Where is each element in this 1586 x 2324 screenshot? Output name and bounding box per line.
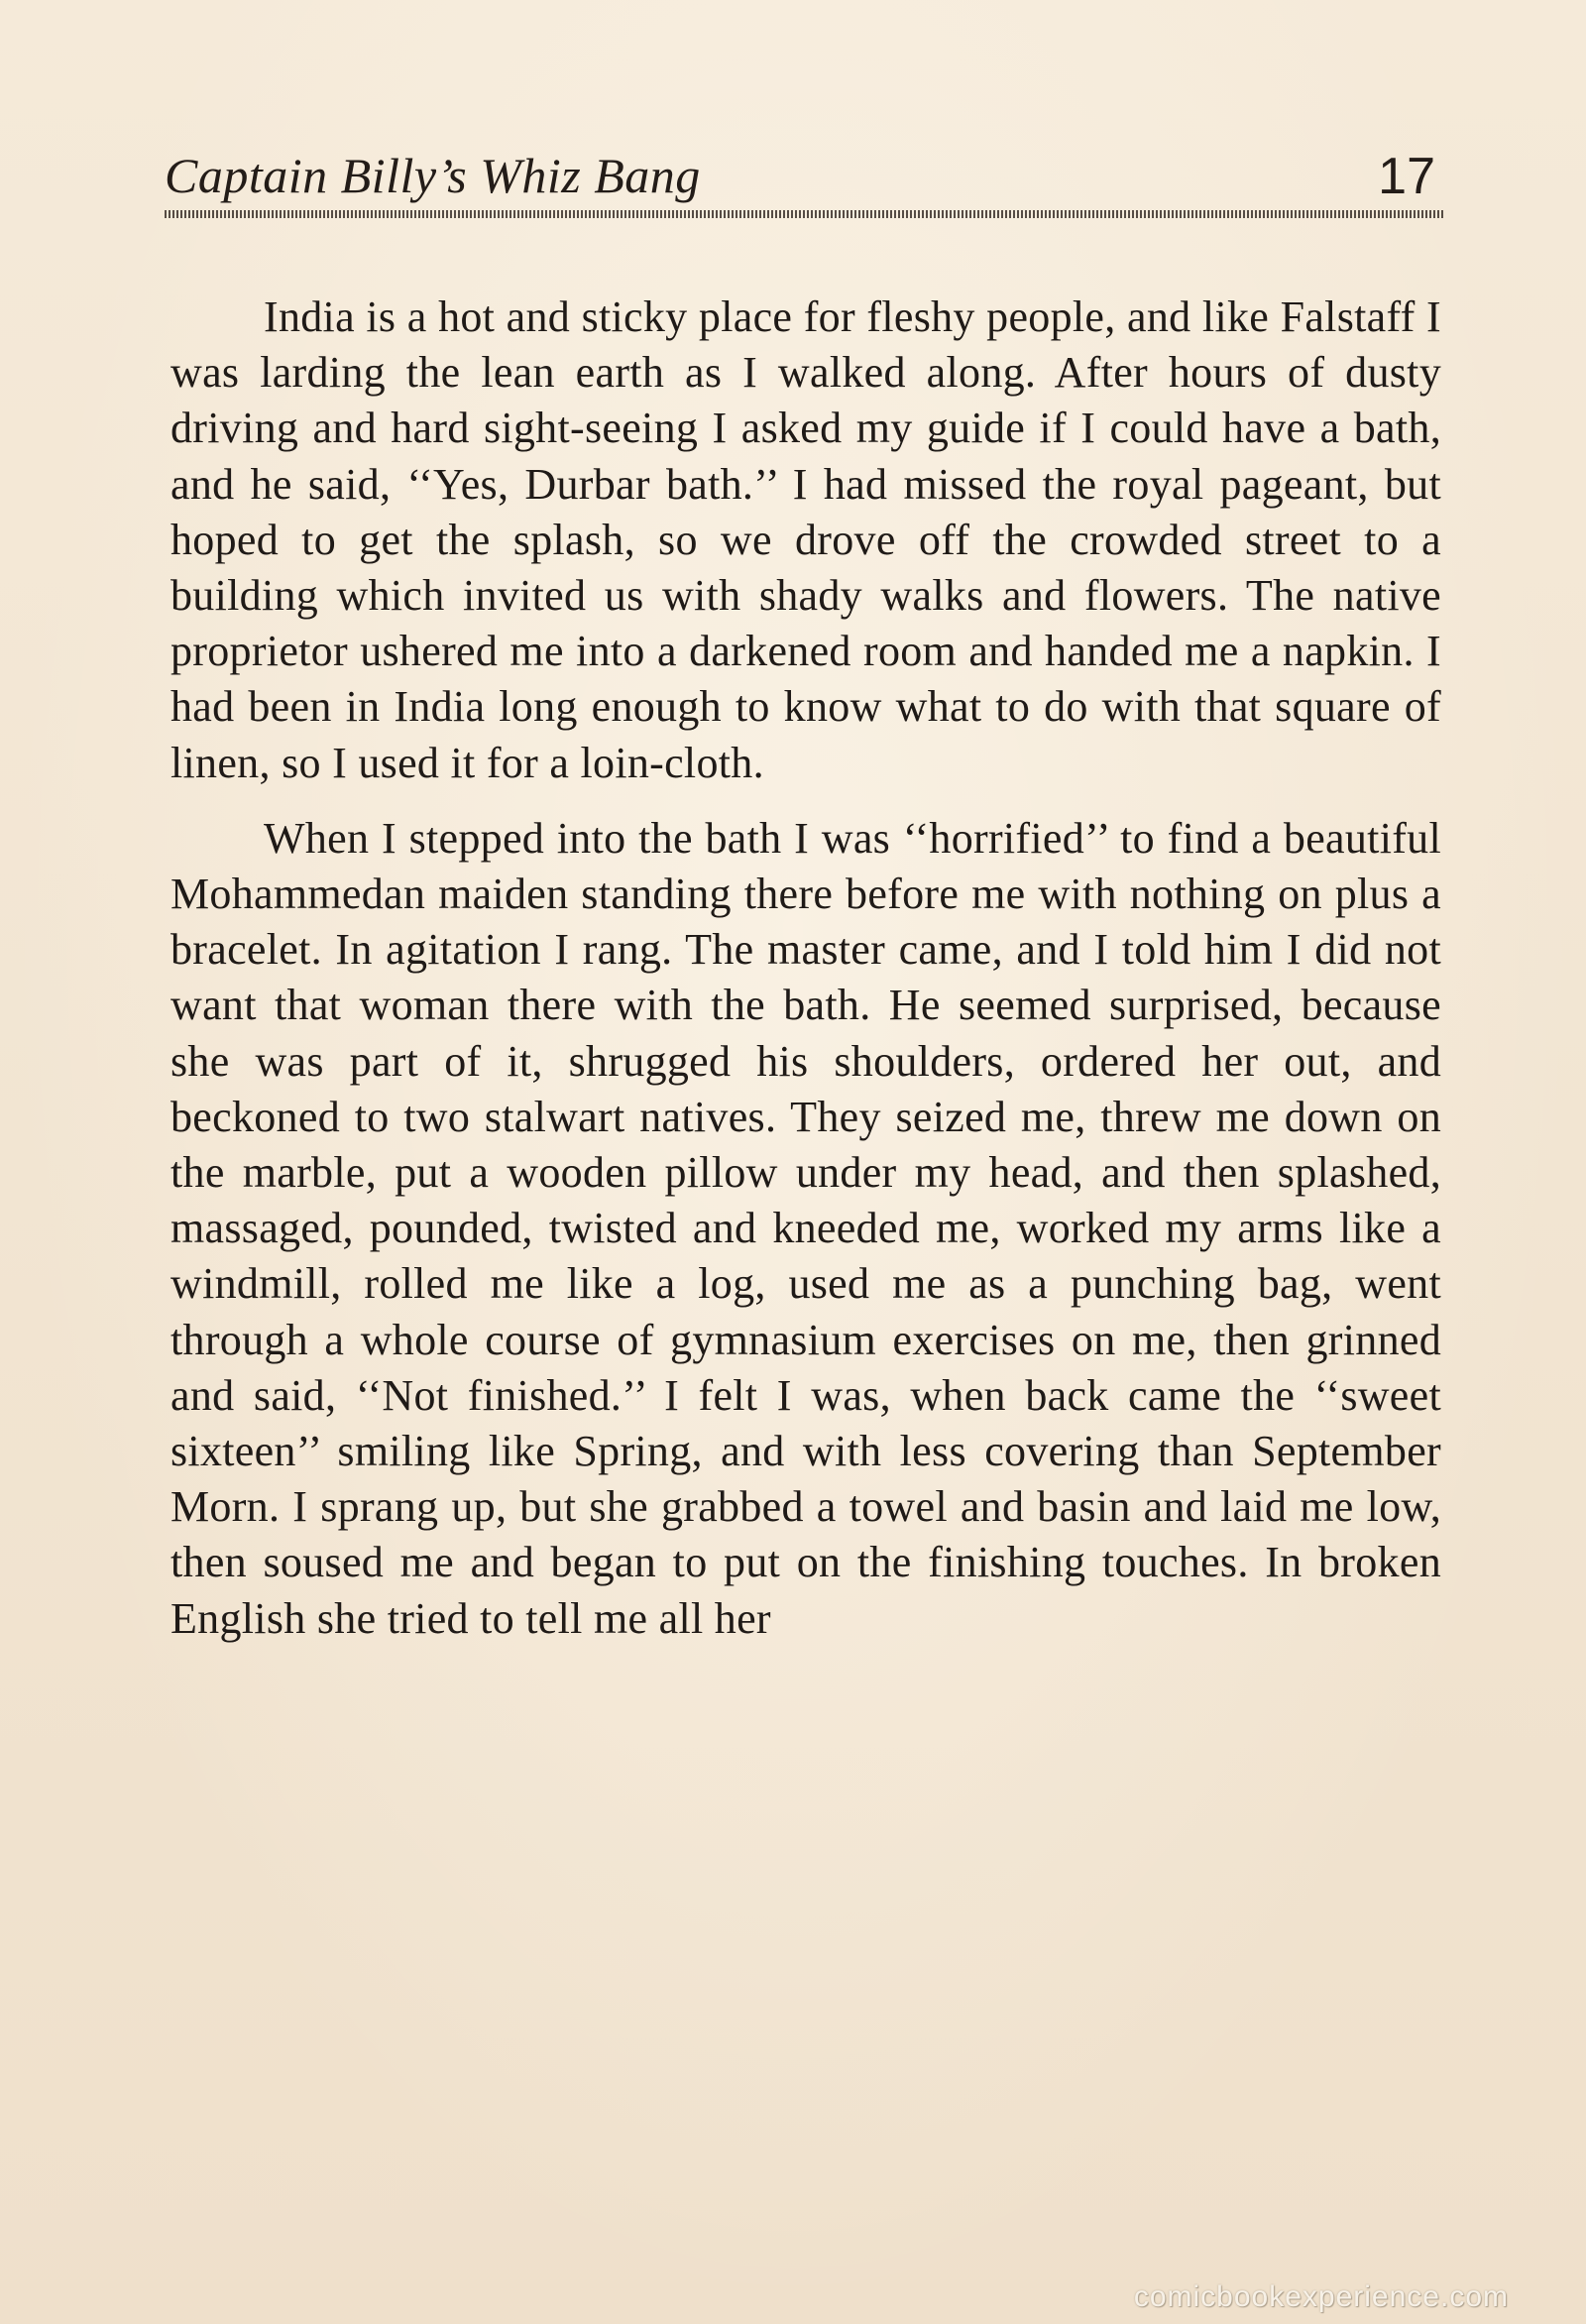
header-rule <box>165 210 1443 218</box>
running-title: Captain Billy’s Whiz Bang <box>165 148 701 203</box>
paragraph: When I stepped into the bath I was ‘‘horrified’’ to find a beautiful Mohammedan maiden standing there before me with nothing on plus a bracelet. In agitation I rang. The master came, and I told him I did not want that woman there with the bath. He seemed surprised, because she was part of it, shrugged his shoulders, ordered her out, and beckoned to two stalwart natives. They seized me, threw me down on the marble, put a wooden pillow under my head, and then splashed, massaged, pounded, twisted and kneeded me, worked my arms like a windmill, rolled me like a log, used me as a punching bag, went through a whole course of gymnasium exercises on me, then grinned and said, ‘‘Not finished.’’ I felt I was, when back came the ‘‘sweet sixteen’’ smiling like Spring, and with less covering than September Morn. I sprang up, but she grabbed a towel and basin and laid me low, then soused me and began to put on the finishing touches. In broken English she tried to tell me all her <box>170 813 1441 1643</box>
watermark: comicbookexperience.com <box>1133 2280 1509 2313</box>
paragraph: India is a hot and sticky place for fleshy people, and like Falstaff I was larding the lean earth as I walked along. After hours of dusty driving and hard sight-seeing I asked my guide if I could have a bath, and he said, ‘‘Yes, Durbar bath.’’ I had missed the royal pageant, but hoped to get the splash, so we drove off the crowded street to a building which invited us with shady walks and flowers. The native proprietor ushered me into a darkened room and handed me a napkin. I had been in India long enough to know what to do with that square of linen, so I used it for a loin-cloth. <box>170 292 1441 787</box>
running-header <box>165 147 1443 216</box>
page-number: 17 <box>1378 148 1435 205</box>
body-text <box>170 290 1441 1647</box>
